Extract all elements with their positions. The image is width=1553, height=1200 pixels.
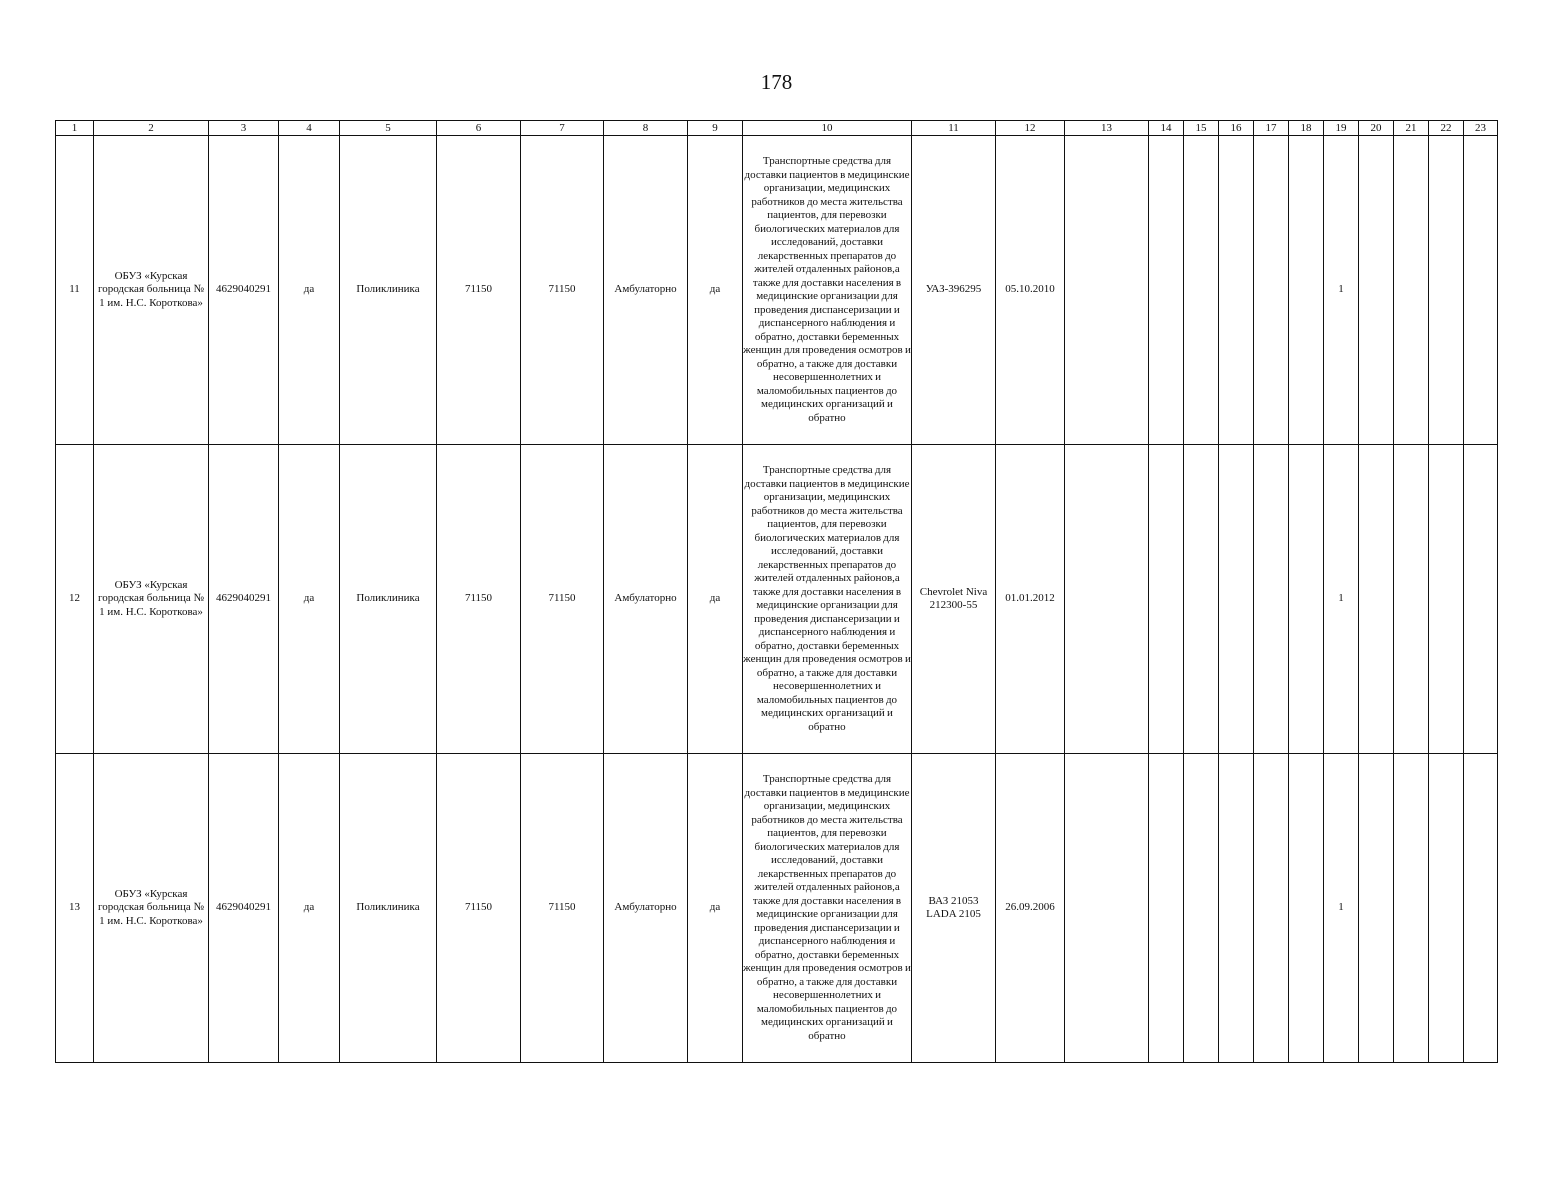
empty-cell: [1065, 136, 1149, 445]
empty-cell: [1464, 136, 1498, 445]
column-number-cell: 1: [56, 121, 94, 136]
empty-cell: [1464, 754, 1498, 1063]
row-number-cell: 12: [56, 445, 94, 754]
inn-cell: 4629040291: [209, 754, 279, 1063]
empty-cell: [1289, 136, 1324, 445]
column-6-cell: 71150: [437, 754, 521, 1063]
empty-cell: [1219, 136, 1254, 445]
row-number-cell: 11: [56, 136, 94, 445]
empty-cell: [1394, 445, 1429, 754]
empty-cell: [1254, 445, 1289, 754]
column-number-cell: 3: [209, 121, 279, 136]
column-number-cell: 23: [1464, 121, 1498, 136]
empty-cell: [1254, 136, 1289, 445]
column-19-cell: 1: [1324, 136, 1359, 445]
empty-cell: [1359, 754, 1394, 1063]
empty-cell: [1065, 754, 1149, 1063]
empty-cell: [1394, 754, 1429, 1063]
empty-cell: [1429, 445, 1464, 754]
column-number-cell: 2: [94, 121, 209, 136]
data-table: [55, 120, 1498, 1063]
organization-cell: ОБУЗ «Курская городская больница № 1 им. Н.С. Короткова»: [94, 445, 209, 754]
row-number-cell: 13: [56, 754, 94, 1063]
column-7-cell: 71150: [521, 136, 604, 445]
organization-cell: ОБУЗ «Курская городская больница № 1 им. Н.С. Короткова»: [94, 136, 209, 445]
column-number-cell: 9: [688, 121, 743, 136]
empty-cell: [1184, 754, 1219, 1063]
empty-cell: [1429, 136, 1464, 445]
column-number-cell: 12: [996, 121, 1065, 136]
table-row: [56, 445, 1498, 754]
empty-cell: [1394, 136, 1429, 445]
column-6-cell: 71150: [437, 445, 521, 754]
vehicle-cell: Chevrolet Niva 212300-55: [912, 445, 996, 754]
table-row: [56, 754, 1498, 1063]
empty-cell: [1184, 136, 1219, 445]
column-number-cell: 5: [340, 121, 437, 136]
department-cell: Поликлиника: [340, 445, 437, 754]
column-number-cell: 19: [1324, 121, 1359, 136]
date-cell: 01.01.2012: [996, 445, 1065, 754]
organization-cell: ОБУЗ «Курская городская больница № 1 им. Н.С. Короткова»: [94, 754, 209, 1063]
inn-cell: 4629040291: [209, 136, 279, 445]
column-number-cell: 10: [743, 121, 912, 136]
column-number-cell: 11: [912, 121, 996, 136]
empty-cell: [1289, 445, 1324, 754]
column-number-cell: 13: [1065, 121, 1149, 136]
column-number-cell: 18: [1289, 121, 1324, 136]
column-number-cell: 17: [1254, 121, 1289, 136]
column-6-cell: 71150: [437, 136, 521, 445]
purpose-cell: Транспортные средства для доставки пациентов в медицинские организации, медицинских работников до места жительства пациентов, для перевозки биологических материалов для исследований, доставки лекарственных препаратов до жителей отдаленных районов,а также для доставки населения в медицинские организации для проведения диспансеризации и диспансерного наблюдения и обратно, доставки беременных женщин для проведения осмотров и обратно, а также для доставки несовершеннолетних и маломобильных пациентов до медицинских организаций и обратно: [743, 136, 912, 445]
column-number-cell: 21: [1394, 121, 1429, 136]
empty-cell: [1149, 136, 1184, 445]
empty-cell: [1429, 754, 1464, 1063]
date-cell: 26.09.2006: [996, 754, 1065, 1063]
column-number-cell: 15: [1184, 121, 1219, 136]
column-number-cell: 14: [1149, 121, 1184, 136]
empty-cell: [1219, 754, 1254, 1063]
column-number-cell: 4: [279, 121, 340, 136]
empty-cell: [1149, 445, 1184, 754]
column-9-cell: да: [688, 136, 743, 445]
empty-cell: [1219, 445, 1254, 754]
page-number: 178: [760, 70, 793, 94]
empty-cell: [1184, 445, 1219, 754]
column-number-cell: 7: [521, 121, 604, 136]
empty-cell: [1289, 754, 1324, 1063]
column-4-cell: да: [279, 754, 340, 1063]
inn-cell: 4629040291: [209, 445, 279, 754]
column-number-cell: 6: [437, 121, 521, 136]
empty-cell: [1065, 445, 1149, 754]
table-row: [56, 136, 1498, 445]
care-type-cell: Амбулаторно: [604, 754, 688, 1063]
column-9-cell: да: [688, 445, 743, 754]
empty-cell: [1254, 754, 1289, 1063]
column-9-cell: да: [688, 754, 743, 1063]
column-19-cell: 1: [1324, 754, 1359, 1063]
care-type-cell: Амбулаторно: [604, 136, 688, 445]
column-number-row: [56, 121, 1498, 136]
vehicle-cell: УАЗ-396295: [912, 136, 996, 445]
column-19-cell: 1: [1324, 445, 1359, 754]
department-cell: Поликлиника: [340, 754, 437, 1063]
empty-cell: [1464, 445, 1498, 754]
empty-cell: [1149, 754, 1184, 1063]
date-cell: 05.10.2010: [996, 136, 1065, 445]
column-4-cell: да: [279, 445, 340, 754]
column-number-cell: 16: [1219, 121, 1254, 136]
column-number-cell: 8: [604, 121, 688, 136]
column-7-cell: 71150: [521, 754, 604, 1063]
purpose-cell: Транспортные средства для доставки пациентов в медицинские организации, медицинских работников до места жительства пациентов, для перевозки биологических материалов для исследований, доставки лекарственных препаратов до жителей отдаленных районов,а также для доставки населения в медицинские организации для проведения диспансеризации и диспансерного наблюдения и обратно, доставки беременных женщин для проведения осмотров и обратно, а также для доставки несовершеннолетних и маломобильных пациентов до медицинских организаций и обратно: [743, 445, 912, 754]
empty-cell: [1359, 445, 1394, 754]
purpose-cell: Транспортные средства для доставки пациентов в медицинские организации, медицинских работников до места жительства пациентов, для перевозки биологических материалов для исследований, доставки лекарственных препаратов до жителей отдаленных районов,а также для доставки населения в медицинские организации для проведения диспансеризации и диспансерного наблюдения и обратно, доставки беременных женщин для проведения осмотров и обратно, а также для доставки несовершеннолетних и маломобильных пациентов до медицинских организаций и обратно: [743, 754, 912, 1063]
empty-cell: [1359, 136, 1394, 445]
column-number-cell: 20: [1359, 121, 1394, 136]
care-type-cell: Амбулаторно: [604, 445, 688, 754]
department-cell: Поликлиника: [340, 136, 437, 445]
column-4-cell: да: [279, 136, 340, 445]
vehicle-cell: ВАЗ 21053 LADA 2105: [912, 754, 996, 1063]
column-7-cell: 71150: [521, 445, 604, 754]
column-number-cell: 22: [1429, 121, 1464, 136]
